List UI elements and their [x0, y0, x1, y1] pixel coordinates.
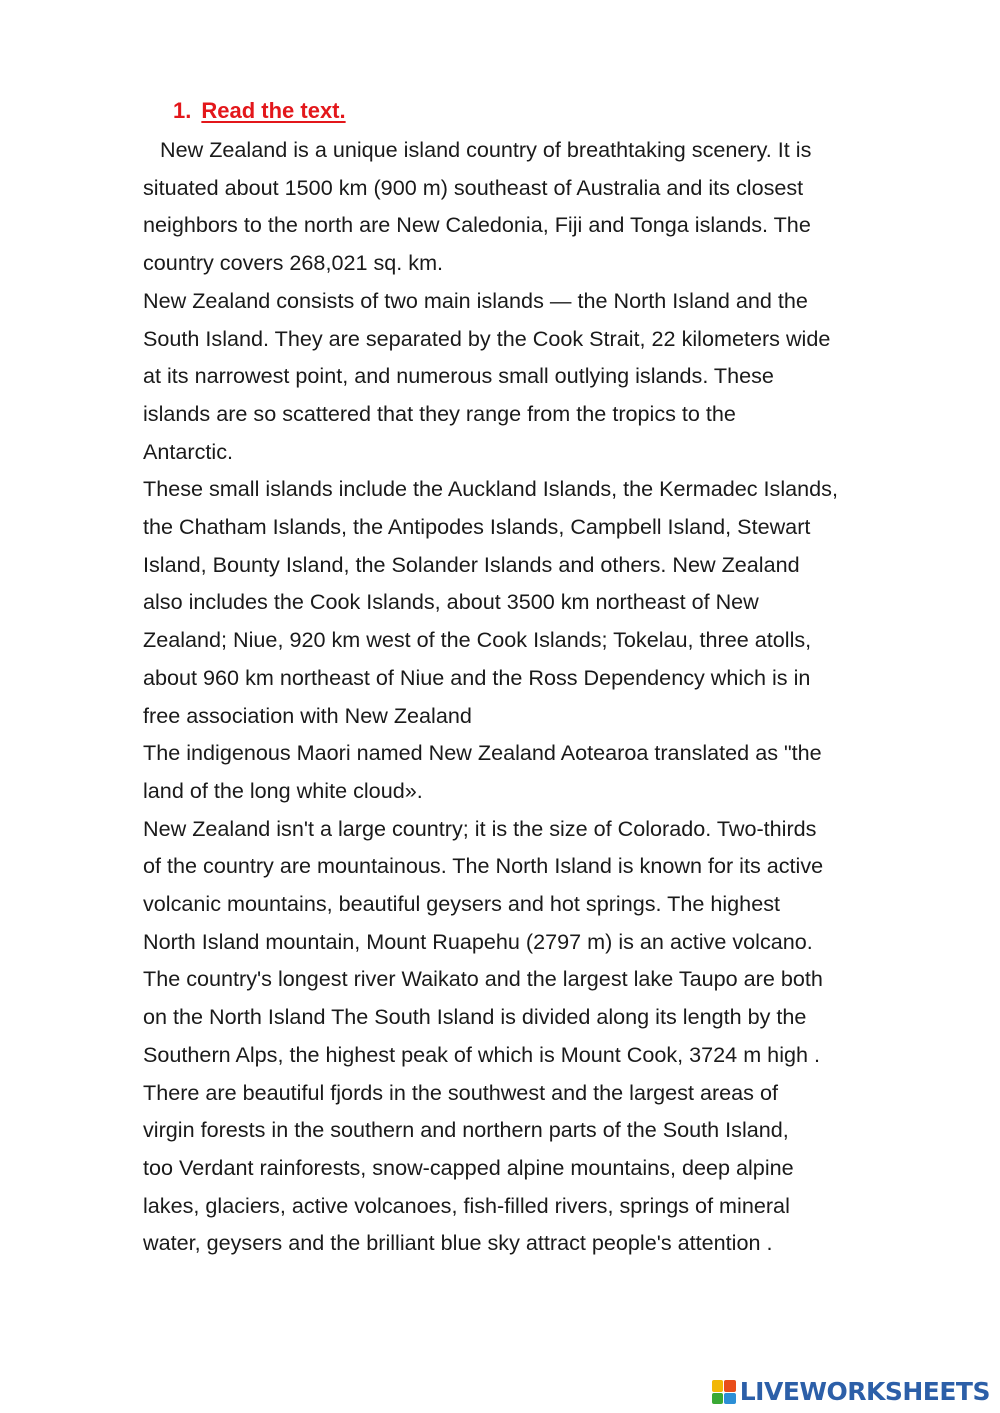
exercise-number: 1. — [173, 98, 192, 123]
passage-line: volcanic mountains, beautiful geysers and hot springs. The highest — [143, 891, 780, 917]
passage-line: The country's longest river Waikato and the largest lake Taupo are both — [143, 966, 823, 992]
passage-line: of the country are mountainous. The North Island is known for its active — [143, 853, 824, 879]
passage-line: Southern Alps, the highest peak of which is Mount Cook, 3724 m high . — [143, 1041, 821, 1067]
liveworksheets-logo — [712, 1377, 990, 1407]
passage-line: New Zealand is a unique island country of breathtaking scenery. It is — [160, 137, 812, 162]
passage-line: North Island mountain, Mount Ruapehu (2797 m) is an active volcano. — [143, 928, 813, 954]
passage-line: about 960 km northeast of Niue and the Ross Dependency which is in — [143, 664, 811, 690]
passage-line: These small islands include the Auckland Islands, the Kermadec Islands, — [143, 476, 838, 502]
passage-line: too Verdant rainforests, snow-capped alpine mountains, deep alpine — [143, 1154, 794, 1180]
passage-line: situated about 1500 km (900 m) southeast of Australia and its closest — [143, 174, 804, 200]
passage-line: Zealand; Niue, 920 km west of the Cook Islands; Tokelau, three atolls, — [143, 627, 812, 653]
passage-line: the Chatham Islands, the Antipodes Islands, Campbell Island, Stewart — [143, 514, 811, 540]
passage-line: New Zealand isn't a large country; it is the size of Colorado. Two-thirds — [143, 815, 817, 841]
logo-tile-blue — [724, 1393, 736, 1405]
passage-line: The indigenous Maori named New Zealand Aotearoa translated as "the — [143, 740, 822, 766]
logo-tile-green — [712, 1393, 724, 1405]
logo-tile-yellow — [712, 1380, 724, 1392]
passage-line: There are beautiful fjords in the southwest and the largest areas of — [143, 1079, 778, 1105]
passage-line: neighbors to the north are New Caledonia, Fiji and Tonga islands. The — [143, 212, 811, 238]
liveworksheets-logo-icon — [712, 1380, 736, 1404]
passage-line: country covers 268,021 sq. km. — [143, 250, 444, 276]
passage-line: South Island. They are separated by the Cook Strait, 22 kilometers wide — [143, 325, 831, 351]
passage-line: water, geysers and the brilliant blue sky attract people's attention . — [143, 1230, 773, 1256]
logo-tile-orange — [724, 1380, 736, 1392]
logo-wordmark: LIVEWORKSHEETS — [739, 1377, 990, 1406]
passage-line: virgin forests in the southern and northern parts of the South Island, — [143, 1117, 789, 1143]
exercise-heading — [173, 96, 346, 126]
passage-line: Island, Bounty Island, the Solander Islands and others. New Zealand — [143, 551, 800, 577]
passage-line: at its narrowest point, and numerous small outlying islands. These — [143, 363, 774, 389]
passage-line: also includes the Cook Islands, about 3500 km northeast of New — [143, 589, 759, 615]
passage-line: on the North Island The South Island is divided along its length by the — [143, 1004, 807, 1030]
passage-line: land of the long white cloud». — [143, 777, 423, 803]
passage-line: free association with New Zealand — [143, 702, 472, 728]
passage-line: lakes, glaciers, active volcanoes, fish-filled rivers, springs of mineral — [143, 1192, 790, 1218]
passage-line: New Zealand consists of two main islands — the North Island and the — [143, 287, 808, 313]
exercise-instruction: Read the text. — [201, 98, 346, 123]
passage-line: Antarctic. — [143, 438, 234, 464]
passage-line: islands are so scattered that they range from the tropics to the — [143, 400, 736, 426]
reading-passage — [143, 131, 943, 1262]
